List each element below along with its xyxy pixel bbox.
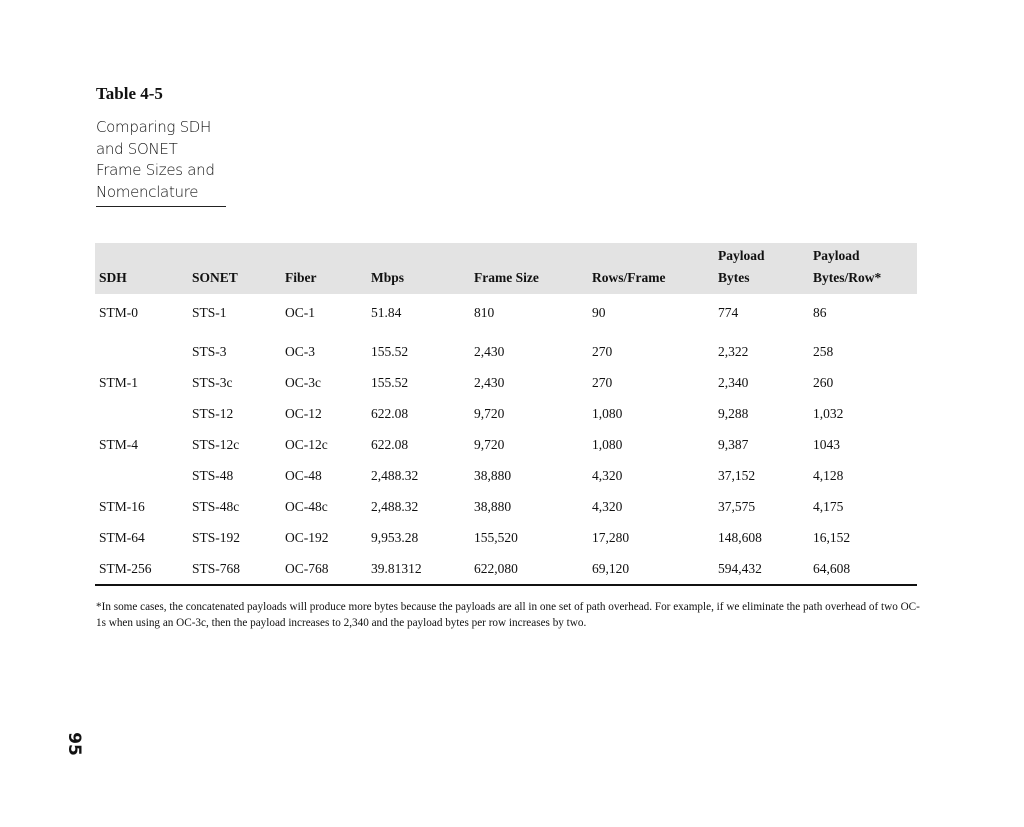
cell-frame-size: 38,880 — [474, 467, 512, 483]
cell-sdh: STM-4 — [99, 436, 139, 452]
cell-mbps: 155.52 — [371, 343, 409, 359]
table-body — [95, 294, 917, 584]
cell-mbps: 622.08 — [371, 405, 409, 421]
cell-mbps: 39.81312 — [371, 560, 422, 576]
cell-rows-frame: 17,280 — [592, 529, 630, 545]
cell-fiber: OC-48 — [285, 467, 322, 483]
table-row — [95, 367, 917, 398]
cell-rows-frame: 270 — [592, 343, 613, 359]
cell-mbps: 51.84 — [371, 305, 402, 320]
cell-payload-bytes: 9,288 — [718, 405, 749, 421]
cell-sdh — [95, 398, 188, 429]
cell-payload-bytes-row: 86 — [813, 305, 827, 320]
cell-sonet: STS-12 — [192, 405, 234, 421]
cell-frame-size: 155,520 — [474, 529, 518, 545]
table-footnote: *In some cases, the concatenated payloads will produce more bytes because the payloads are all in one set of path overhead. For example, if we eliminate the path overhead of two OC-1s when using an OC-3c, then the payload increases to 2,340 and the payload bytes per row increases by two. — [96, 601, 920, 629]
cell-rows-frame: 1,080 — [592, 436, 623, 452]
cell-mbps: 155.52 — [371, 374, 409, 390]
cell-payload-bytes: 9,387 — [718, 436, 749, 452]
column-header-payload-bytes: Payload Bytes — [718, 248, 765, 285]
column-header-frame-size: Frame Size — [474, 270, 539, 285]
cell-payload-bytes: 37,575 — [718, 498, 756, 514]
cell-payload-bytes: 594,432 — [718, 560, 762, 576]
cell-rows-frame: 69,120 — [592, 560, 630, 576]
cell-fiber: OC-3c — [285, 374, 321, 390]
table-row — [95, 398, 917, 429]
sdh-sonet-comparison-table — [95, 243, 917, 584]
cell-sdh: STM-0 — [99, 305, 139, 320]
cell-fiber: OC-1 — [285, 305, 315, 320]
cell-fiber: OC-12 — [285, 405, 322, 421]
cell-fiber: OC-768 — [285, 560, 329, 576]
cell-payload-bytes-row: 1,032 — [813, 405, 844, 421]
cell-frame-size: 2,430 — [474, 343, 505, 359]
cell-fiber: OC-3 — [285, 343, 315, 359]
cell-payload-bytes: 2,340 — [718, 374, 749, 390]
table-row — [95, 336, 917, 367]
table-label: Table 4-5 — [96, 84, 163, 103]
cell-sonet: STS-3 — [192, 343, 227, 359]
cell-sonet: STS-48c — [192, 498, 240, 514]
table-row — [95, 460, 917, 491]
table-caption: Comparing SDH and SONET Frame Sizes and Nomenclature — [96, 117, 226, 207]
cell-sdh: STM-64 — [99, 529, 145, 545]
column-header-fiber: Fiber — [285, 270, 317, 285]
cell-sdh — [95, 460, 188, 491]
cell-payload-bytes-row: 16,152 — [813, 529, 851, 545]
cell-sdh — [95, 336, 188, 367]
table-row — [95, 491, 917, 522]
cell-payload-bytes-row: 1043 — [813, 436, 840, 452]
cell-frame-size: 38,880 — [474, 498, 512, 514]
cell-payload-bytes: 37,152 — [718, 467, 756, 483]
cell-fiber: OC-192 — [285, 529, 329, 545]
table-header — [95, 243, 917, 294]
cell-sdh: STM-1 — [99, 374, 139, 390]
cell-frame-size: 622,080 — [474, 560, 518, 576]
cell-sonet: STS-192 — [192, 529, 241, 545]
table-row — [95, 553, 917, 584]
column-header-sonet: SONET — [192, 270, 238, 285]
cell-frame-size: 9,720 — [474, 436, 505, 452]
cell-rows-frame: 1,080 — [592, 405, 623, 421]
cell-payload-bytes: 148,608 — [718, 529, 762, 545]
cell-sonet: STS-48 — [192, 467, 234, 483]
column-header-rows-frame: Rows/Frame — [592, 270, 666, 285]
column-header-sdh: SDH — [99, 270, 127, 285]
cell-fiber: OC-48c — [285, 498, 328, 514]
table-row — [95, 429, 917, 460]
cell-rows-frame: 4,320 — [592, 467, 623, 483]
cell-sonet: STS-12c — [192, 436, 240, 452]
cell-payload-bytes-row: 258 — [813, 343, 834, 359]
cell-frame-size: 2,430 — [474, 374, 505, 390]
cell-payload-bytes-row: 4,175 — [813, 498, 844, 514]
cell-sdh: STM-16 — [99, 498, 145, 514]
cell-payload-bytes-row: 64,608 — [813, 560, 851, 576]
cell-mbps: 2,488.32 — [371, 467, 419, 483]
page-number: 95 — [63, 732, 84, 756]
cell-mbps: 622.08 — [371, 436, 409, 452]
table-bottom-rule — [95, 584, 917, 586]
column-header-payload-bytes-row: Payload Bytes/Row* — [813, 248, 882, 285]
cell-mbps: 2,488.32 — [371, 498, 419, 514]
cell-mbps: 9,953.28 — [371, 529, 419, 545]
table-row — [95, 294, 917, 336]
cell-sonet: STS-1 — [192, 305, 227, 320]
cell-rows-frame: 270 — [592, 374, 613, 390]
cell-sdh: STM-256 — [99, 560, 152, 576]
cell-sonet: STS-3c — [192, 374, 233, 390]
cell-frame-size: 9,720 — [474, 405, 505, 421]
column-header-mbps: Mbps — [371, 270, 405, 285]
cell-fiber: OC-12c — [285, 436, 328, 452]
cell-payload-bytes-row: 260 — [813, 374, 834, 390]
table-row — [95, 522, 917, 553]
cell-payload-bytes-row: 4,128 — [813, 467, 844, 483]
cell-frame-size: 810 — [474, 305, 495, 320]
cell-payload-bytes: 2,322 — [718, 343, 749, 359]
cell-rows-frame: 4,320 — [592, 498, 623, 514]
cell-rows-frame: 90 — [592, 305, 606, 320]
cell-sonet: STS-768 — [192, 560, 241, 576]
header-row — [95, 243, 917, 294]
cell-payload-bytes: 774 — [718, 305, 739, 320]
